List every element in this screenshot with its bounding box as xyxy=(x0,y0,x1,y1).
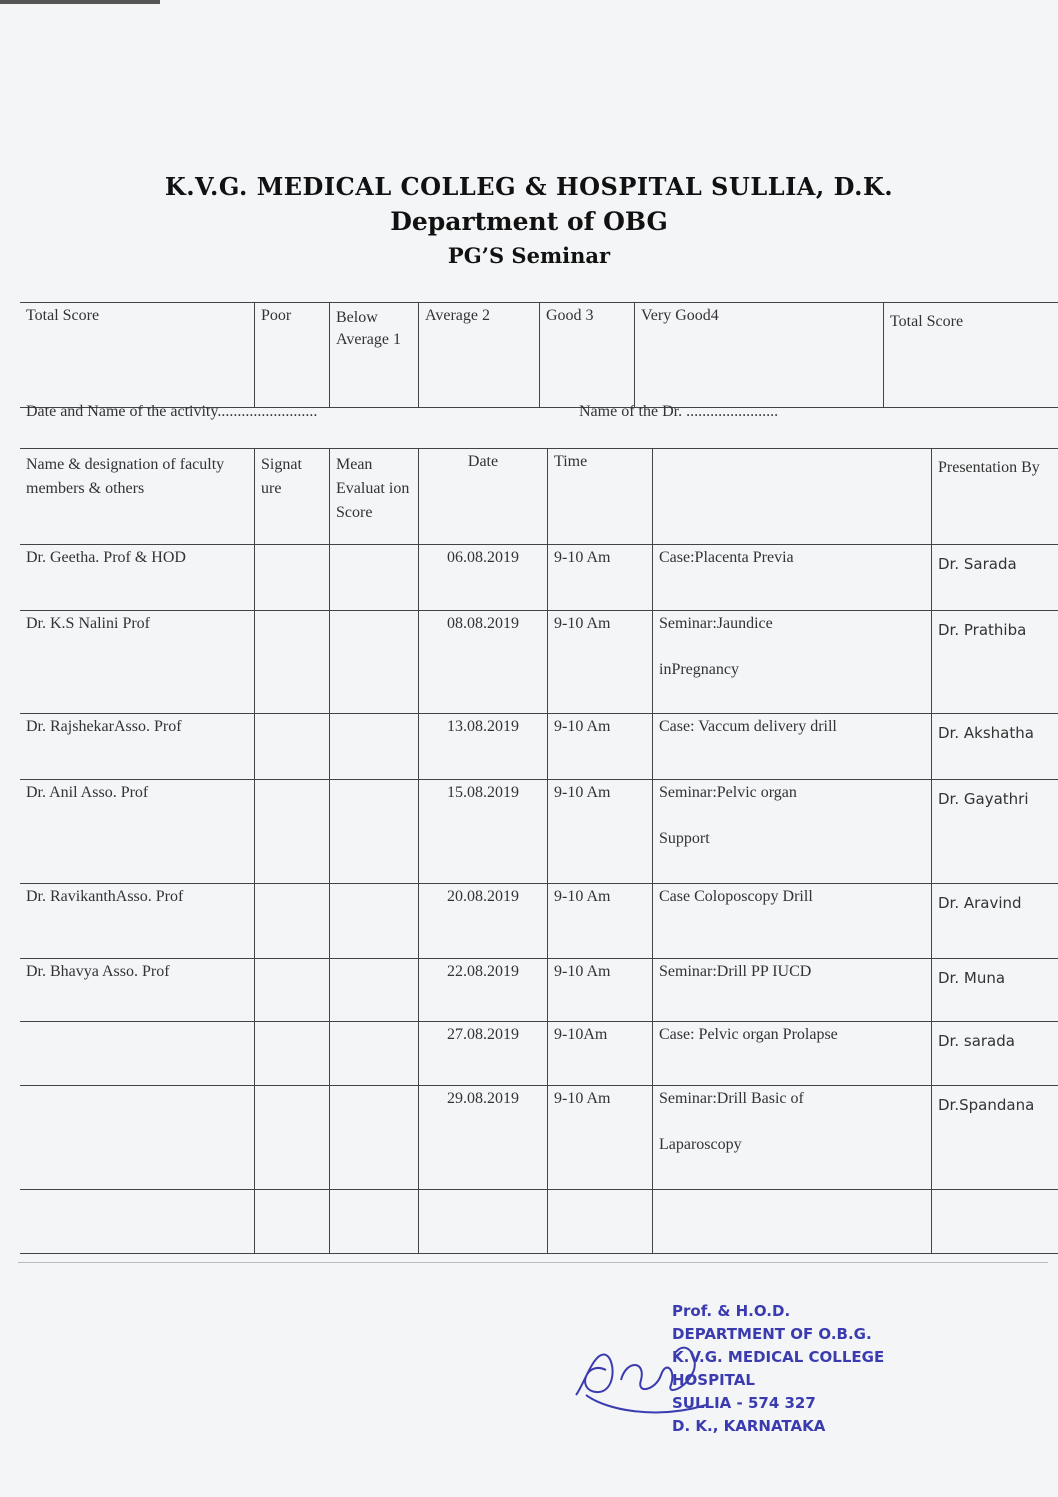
topic-cell xyxy=(653,884,932,959)
table-row xyxy=(20,780,1058,884)
score-cell: Below Average 1 xyxy=(330,303,419,408)
topic-cell xyxy=(653,1190,932,1254)
faculty-cell: Dr. Bhavya Asso. Prof xyxy=(20,959,255,1022)
scan-artifact xyxy=(0,0,160,4)
table-header-row xyxy=(20,449,1058,545)
doctor-label: Name of the Dr. ....................... xyxy=(579,403,779,420)
date-cell: 20.08.2019 xyxy=(419,884,548,959)
topic-cell xyxy=(653,1086,932,1190)
date-cell: 13.08.2019 xyxy=(419,714,548,780)
seminar-subtitle: PG’S Seminar xyxy=(447,243,611,268)
presenter-cell: Dr. Gayathri xyxy=(932,780,1058,884)
topic-line: Seminar:Drill PP IUCD xyxy=(659,963,812,980)
mean-score-cell xyxy=(330,884,419,959)
header-date: Date xyxy=(419,449,548,545)
signature-cell xyxy=(255,714,330,780)
activity-label: Date and Name of the activity......................... xyxy=(26,403,318,420)
mean-score-cell xyxy=(330,1022,419,1086)
faculty-cell xyxy=(20,1086,255,1190)
signature-cell xyxy=(255,959,330,1022)
topic-line: Seminar:Pelvic organ xyxy=(659,784,797,801)
time-cell: 9-10 Am xyxy=(548,611,653,714)
signature-cell xyxy=(255,1190,330,1254)
stamp-line: Prof. & H.O.D. xyxy=(672,1302,791,1320)
stamp-line: SULLIA - 574 327 xyxy=(672,1394,816,1412)
header-signature: Signat ure xyxy=(255,449,330,545)
faculty-cell: Dr. K.S Nalini Prof xyxy=(20,611,255,714)
time-cell: 9-10 Am xyxy=(548,884,653,959)
faculty-cell: Dr. RavikanthAsso. Prof xyxy=(20,884,255,959)
date-cell: 15.08.2019 xyxy=(419,780,548,884)
hod-stamp xyxy=(672,1300,972,1438)
score-cell: Total Score xyxy=(884,303,1058,408)
topic-line: Case:Placenta Previa xyxy=(659,549,794,566)
score-cell: Total Score xyxy=(20,303,255,408)
faculty-cell: Dr. Geetha. Prof & HOD xyxy=(20,545,255,611)
topic-line: Seminar:Drill Basic of xyxy=(659,1090,804,1107)
table-row xyxy=(20,1022,1058,1086)
topic-line-2: inPregnancy xyxy=(659,661,739,678)
date-cell: 27.08.2019 xyxy=(419,1022,548,1086)
topic-cell xyxy=(653,714,932,780)
presenter-cell: Dr. Aravind xyxy=(932,884,1058,959)
mean-score-cell xyxy=(330,545,419,611)
footer-divider xyxy=(18,1262,1048,1263)
table-row xyxy=(20,959,1058,1022)
time-cell: 9-10 Am xyxy=(548,545,653,611)
department-title: Department of OBG xyxy=(390,207,668,236)
signature-cell xyxy=(255,1022,330,1086)
table-row xyxy=(20,884,1058,959)
time-cell: 9-10 Am xyxy=(548,1086,653,1190)
mean-score-cell xyxy=(330,780,419,884)
date-cell: 08.08.2019 xyxy=(419,611,548,714)
topic-cell xyxy=(653,545,932,611)
presenter-cell: Dr. Muna xyxy=(932,959,1058,1022)
signature-cell xyxy=(255,545,330,611)
score-cell: Good 3 xyxy=(540,303,635,408)
date-cell: 29.08.2019 xyxy=(419,1086,548,1190)
time-cell: 9-10 Am xyxy=(548,780,653,884)
topic-cell xyxy=(653,1022,932,1086)
header-topic xyxy=(653,449,932,545)
topic-line: Case: Pelvic organ Prolapse xyxy=(659,1026,838,1043)
presenter-cell: Dr. Prathiba xyxy=(932,611,1058,714)
topic-line-2: Laparoscopy xyxy=(659,1136,742,1153)
stamp-line: HOSPITAL xyxy=(672,1371,755,1389)
header-time: Time xyxy=(548,449,653,545)
topic-line: Case Coloposcopy Drill xyxy=(659,888,813,905)
header-presenter: Presentation By xyxy=(932,449,1058,545)
topic-cell xyxy=(653,780,932,884)
signature-cell xyxy=(255,611,330,714)
topic-cell xyxy=(653,611,932,714)
mean-score-cell xyxy=(330,1086,419,1190)
signature-cell xyxy=(255,780,330,884)
presenter-cell: Dr. Akshatha xyxy=(932,714,1058,780)
time-cell xyxy=(548,1190,653,1254)
header-mean-score: Mean Evaluat ion Score xyxy=(330,449,419,545)
mean-score-cell xyxy=(330,1190,419,1254)
stamp-line: K.V.G. MEDICAL COLLEGE xyxy=(672,1348,885,1366)
mean-score-cell xyxy=(330,714,419,780)
time-cell: 9-10 Am xyxy=(548,714,653,780)
table-row xyxy=(20,545,1058,611)
presenter-cell: Dr.Spandana xyxy=(932,1086,1058,1190)
topic-line: Seminar:Jaundice xyxy=(659,615,773,632)
date-cell xyxy=(419,1190,548,1254)
seminar-table xyxy=(20,448,1058,1254)
stamp-line: D. K., KARNATAKA xyxy=(672,1417,826,1435)
signature-cell xyxy=(255,1086,330,1190)
time-cell: 9-10Am xyxy=(548,1022,653,1086)
signature-cell xyxy=(255,884,330,959)
college-title: K.V.G. MEDICAL COLLEG & HOSPITAL SULLIA, D.K. xyxy=(164,172,894,201)
score-cell: Very Good4 xyxy=(635,303,884,408)
topic-cell xyxy=(653,959,932,1022)
presenter-cell: Dr. Sarada xyxy=(932,545,1058,611)
table-row xyxy=(20,1086,1058,1190)
stamp-line: DEPARTMENT OF O.B.G. xyxy=(672,1325,872,1343)
score-table xyxy=(20,302,1058,408)
table-row xyxy=(20,611,1058,714)
faculty-cell: Dr. Anil Asso. Prof xyxy=(20,780,255,884)
mean-score-cell xyxy=(330,959,419,1022)
score-cell: Poor xyxy=(255,303,330,408)
table-row xyxy=(20,714,1058,780)
faculty-cell: Dr. RajshekarAsso. Prof xyxy=(20,714,255,780)
header-faculty: Name & designation of faculty members & others xyxy=(20,449,255,545)
score-cell: Average 2 xyxy=(419,303,540,408)
presenter-cell: Dr. sarada xyxy=(932,1022,1058,1086)
score-row xyxy=(20,303,1058,408)
presenter-cell xyxy=(932,1190,1058,1254)
date-cell: 22.08.2019 xyxy=(419,959,548,1022)
faculty-cell xyxy=(20,1190,255,1254)
faculty-cell xyxy=(20,1022,255,1086)
date-cell: 06.08.2019 xyxy=(419,545,548,611)
time-cell: 9-10 Am xyxy=(548,959,653,1022)
topic-line-2: Support xyxy=(659,830,710,847)
topic-line: Case: Vaccum delivery drill xyxy=(659,718,837,735)
mean-score-cell xyxy=(330,611,419,714)
table-row xyxy=(20,1190,1058,1254)
